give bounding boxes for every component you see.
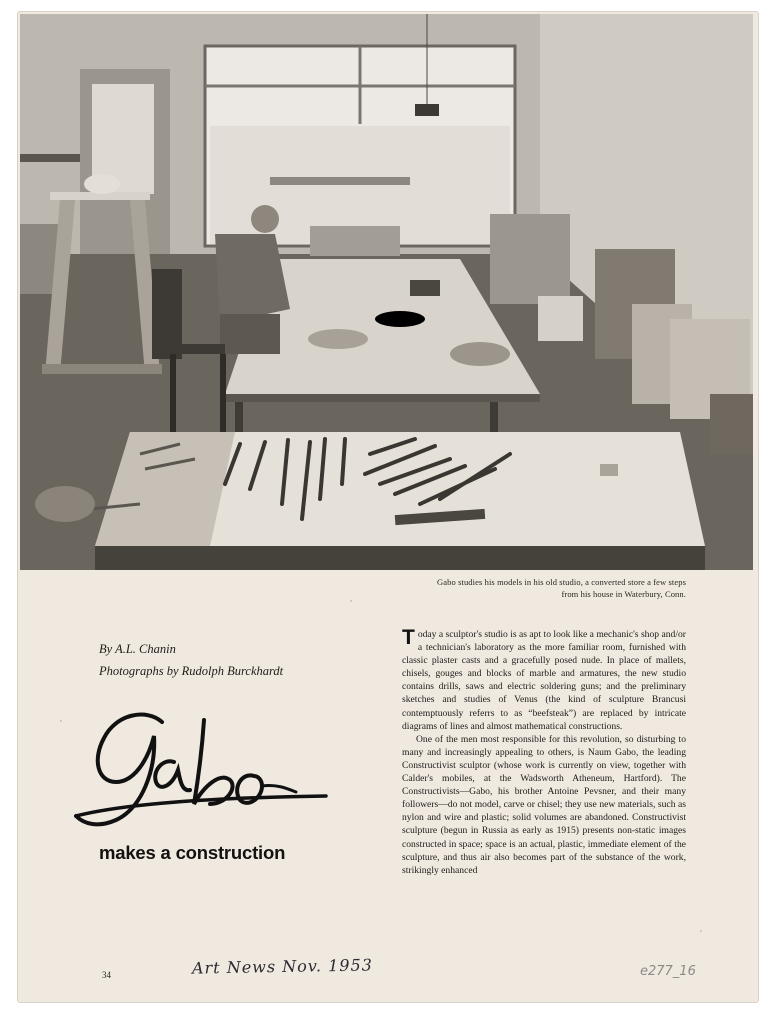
photo-caption: Gabo studies his models in his old studio, a converted store a few steps from his house in Waterbury, Conn. [437, 577, 686, 599]
paper-speck [60, 720, 62, 722]
article-headline: makes a construction [99, 842, 286, 863]
article-paragraph: Today a sculptor's studio is as apt to look like a mechanic's shop and/or a technician's laboratory as the more familiar room, furnished with classic plaster casts and a gracefully posed nude. In place of mallets, chisels, gouges and blocks of marble and armatures, the new studio contains drills, saws and electric soldering guns; and the preliminary sketches and studies of Venus (the kind of sculpture Brancusi contemptuously referrs to as “beefsteak”) are replaced by intricate diagrams of lines and almost mathematical constructions. [402, 626, 686, 732]
paper-speck [700, 930, 702, 932]
page-number: 34 [102, 970, 111, 980]
author-credit: By A.L. Chanin [99, 642, 176, 656]
article-paragraph: One of the men most responsible for this revolution, so disturbing to many and increasingly appealing to others, is Naum Gabo, the leading Constructivist sculptor (whose work is currently on view, together with Calder's mobiles, at the Wadsworth Atheneum, Hartford). The Constructivists—Gabo, his brother Antoine Pevsner, and their many followers—do not model, carve or chisel; they use new materials, such as nylon and wire and plastic; solid volumes are abandoned. Constructivist sculpture (begun in Russia as early as 1915) presents non-static images constructed in space; space is an actual, plastic, immediate element of the sculpture, and thus air also becomes part of the substance of the work, strikingly enhanced [402, 733, 686, 876]
drop-cap: T [402, 626, 415, 649]
studio-photograph [20, 14, 753, 570]
byline [99, 638, 283, 682]
catalog-number: e277_16 [640, 964, 696, 979]
handwritten-annotation: Art News Nov. 1953 [191, 955, 373, 978]
photographer-credit: Photographs by Rudolph Burckhardt [99, 664, 284, 678]
article-body [402, 628, 686, 877]
paper-speck [350, 600, 352, 602]
studio-photo-icon [20, 14, 753, 570]
gabo-signature-logo [64, 700, 334, 840]
